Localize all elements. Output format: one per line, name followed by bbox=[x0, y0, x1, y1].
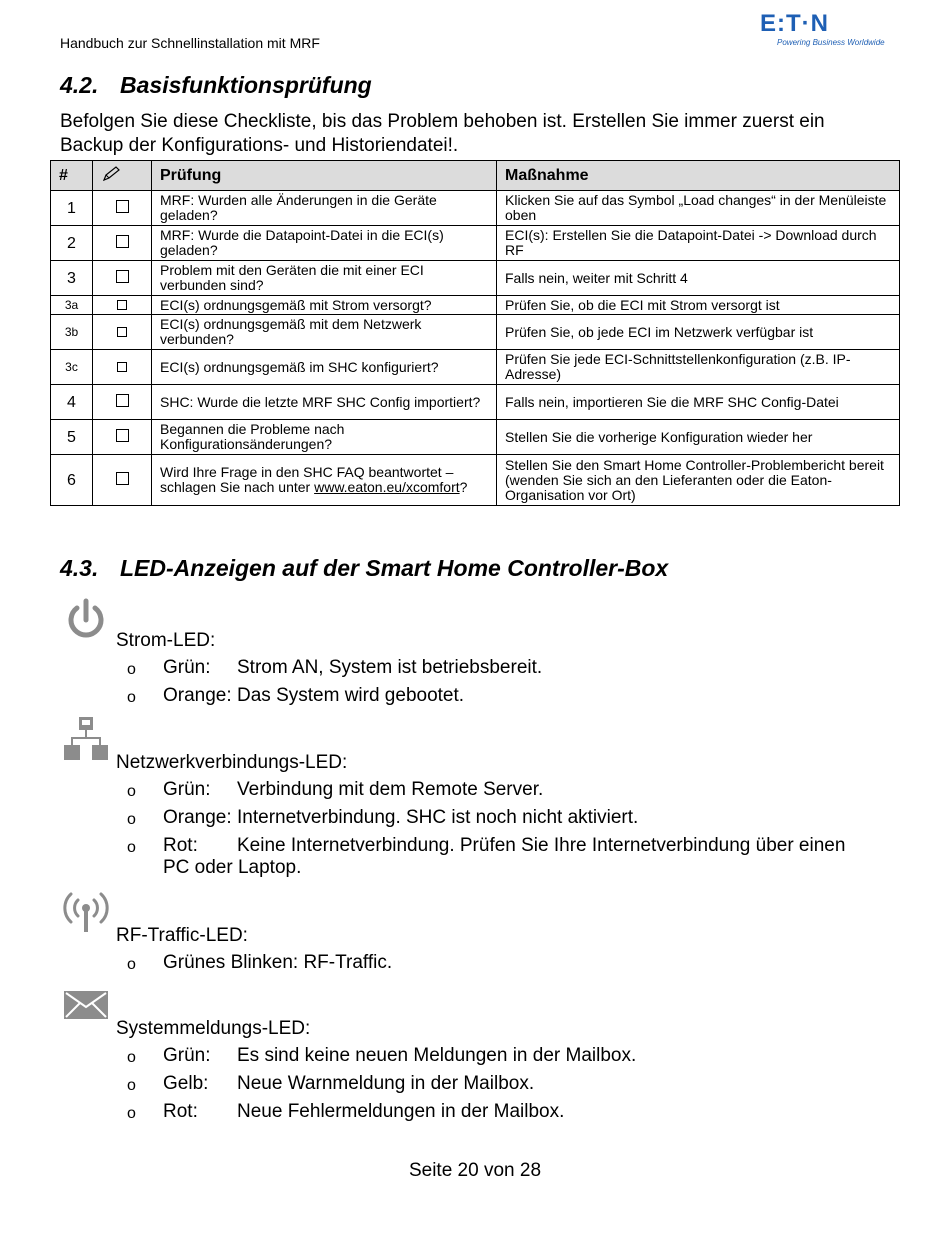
led-state-color: Grün: bbox=[163, 779, 211, 800]
bullet: o bbox=[127, 661, 136, 678]
rf-led-label: RF-Traffic-LED: bbox=[116, 925, 248, 946]
checkbox[interactable] bbox=[116, 472, 129, 485]
bullet: o bbox=[127, 811, 136, 828]
table-row bbox=[51, 226, 900, 261]
checkbox[interactable] bbox=[117, 327, 127, 337]
power-icon bbox=[64, 598, 108, 642]
row-number: 3c bbox=[65, 360, 78, 374]
section-title: LED-Anzeigen auf der Smart Home Controller-Box bbox=[120, 555, 669, 581]
bullet: o bbox=[127, 689, 136, 706]
row-number: 1 bbox=[67, 199, 76, 217]
led-state-color: Rot: bbox=[163, 1101, 198, 1122]
bullet: o bbox=[127, 1105, 136, 1122]
led-state-text: Es sind keine neuen Meldungen in der Mailbox. bbox=[237, 1045, 637, 1066]
section-4-2-heading bbox=[60, 72, 372, 99]
bullet: o bbox=[127, 1049, 136, 1066]
row-pruefung-text: Wird Ihre Frage in den SHC FAQ beantwortet – schlagen Sie nach unter bbox=[160, 464, 454, 495]
logo-wordmark: E:T·N bbox=[760, 10, 829, 37]
col-header-pruefung: Prüfung bbox=[152, 161, 497, 191]
table-row bbox=[51, 350, 900, 385]
row-number: 6 bbox=[67, 471, 76, 489]
system-led-label: Systemmeldungs-LED: bbox=[116, 1018, 311, 1039]
led-state-color: Orange: bbox=[163, 685, 232, 706]
logo-tagline: Powering Business Worldwide bbox=[777, 38, 885, 47]
col-header-massnahme: Maßnahme bbox=[497, 161, 900, 191]
led-state-text: Keine Internetverbindung. Prüfen Sie Ihre Internetverbindung über einen bbox=[237, 835, 846, 856]
row-pruefung: Problem mit den Geräten die mit einer ECI verbunden sind? bbox=[152, 261, 497, 296]
row-massnahme: Falls nein, importieren Sie die MRF SHC Config-Datei bbox=[497, 385, 900, 420]
checkbox[interactable] bbox=[116, 235, 129, 248]
section-4-3-heading bbox=[60, 555, 668, 582]
checklist-table bbox=[50, 160, 900, 506]
section-number: 4.3. bbox=[60, 555, 99, 581]
row-pruefung: MRF: Wurde die Datapoint-Datei in die ECI(s) geladen? bbox=[152, 226, 497, 261]
bullet: o bbox=[127, 783, 136, 800]
table-row bbox=[51, 191, 900, 226]
bullet: o bbox=[127, 956, 136, 973]
checkbox[interactable] bbox=[117, 362, 127, 372]
row-pruefung: ECI(s) ordnungsgemäß mit dem Netzwerk verbunden? bbox=[152, 315, 497, 350]
checkbox[interactable] bbox=[116, 429, 129, 442]
row-massnahme: Klicken Sie auf das Symbol „Load changes“ in der Menüleiste oben bbox=[497, 191, 900, 226]
bullet: o bbox=[127, 1077, 136, 1094]
row-pruefung bbox=[152, 455, 497, 506]
row-pruefung: Begannen die Probleme nach Konfigurationsänderungen? bbox=[152, 420, 497, 455]
led-state-color: Grün: bbox=[163, 1045, 211, 1066]
row-pruefung: MRF: Wurden alle Änderungen in die Geräte geladen? bbox=[152, 191, 497, 226]
checkbox[interactable] bbox=[116, 200, 129, 213]
antenna-icon bbox=[63, 890, 109, 934]
led-state-text: Grünes Blinken: RF-Traffic. bbox=[163, 952, 393, 973]
row-number: 2 bbox=[67, 234, 76, 252]
led-state-color: Orange: bbox=[163, 807, 232, 828]
led-state-text: Verbindung mit dem Remote Server. bbox=[237, 779, 544, 800]
section-title: Basisfunktionsprüfung bbox=[120, 72, 372, 98]
led-state-color: Gelb: bbox=[163, 1073, 209, 1094]
table-row bbox=[51, 261, 900, 296]
row-massnahme: ECI(s): Erstellen Sie die Datapoint-Datei -> Download durch RF bbox=[497, 226, 900, 261]
network-icon bbox=[63, 716, 109, 762]
checkbox[interactable] bbox=[117, 300, 127, 310]
row-massnahme: Prüfen Sie, ob die ECI mit Strom versorgt ist bbox=[497, 296, 900, 315]
col-header-check bbox=[93, 161, 152, 191]
row-massnahme: Prüfen Sie, ob jede ECI im Netzwerk verfügbar ist bbox=[497, 315, 900, 350]
table-row bbox=[51, 420, 900, 455]
row-massnahme: Prüfen Sie jede ECI-Schnittstellenkonfiguration (z.B. IP-Adresse) bbox=[497, 350, 900, 385]
section-number: 4.2. bbox=[60, 72, 99, 98]
row-pruefung: ECI(s) ordnungsgemäß mit Strom versorgt? bbox=[152, 296, 497, 315]
led-state-text: Neue Fehlermeldungen in der Mailbox. bbox=[237, 1101, 565, 1122]
table-row bbox=[51, 385, 900, 420]
pencil-icon bbox=[101, 166, 121, 182]
row-massnahme: Falls nein, weiter mit Schritt 4 bbox=[497, 261, 900, 296]
row-number: 3 bbox=[67, 269, 76, 287]
table-row bbox=[51, 296, 900, 315]
table-header-row bbox=[51, 161, 900, 191]
row-number: 4 bbox=[67, 393, 76, 411]
checkbox[interactable] bbox=[116, 270, 129, 283]
row-number: 3b bbox=[64, 325, 79, 339]
faq-link[interactable]: www.eaton.eu/xcomfort bbox=[314, 479, 460, 495]
row-number: 3a bbox=[64, 298, 79, 312]
led-state-text: Das System wird gebootet. bbox=[237, 685, 465, 706]
table-row bbox=[51, 455, 900, 506]
row-massnahme: Stellen Sie die vorherige Konfiguration wieder her bbox=[497, 420, 900, 455]
row-number: 5 bbox=[67, 428, 76, 446]
col-header-num: # bbox=[51, 161, 93, 191]
led-state-text: Internetverbindung. SHC ist noch nicht aktiviert. bbox=[237, 807, 639, 828]
led-state-text: Neue Warnmeldung in der Mailbox. bbox=[237, 1073, 535, 1094]
row-pruefung: SHC: Wurde die letzte MRF SHC Config importiert? bbox=[152, 385, 497, 420]
page-number: Seite 20 von 28 bbox=[408, 1160, 542, 1181]
row-pruefung-suffix: ? bbox=[459, 479, 468, 495]
table-row bbox=[51, 315, 900, 350]
section-intro: Befolgen Sie diese Checkliste, bis das Problem behoben ist. Erstellen Sie immer zuerst ein Backup der Konfigurations- und Historiendatei!. bbox=[60, 111, 825, 156]
led-state-text: Strom AN, System ist betriebsbereit. bbox=[237, 657, 543, 678]
power-led-label: Strom-LED: bbox=[116, 630, 216, 651]
bullet: o bbox=[127, 839, 136, 856]
checkbox[interactable] bbox=[116, 394, 129, 407]
eaton-logo bbox=[760, 10, 885, 50]
led-state-color: Rot: bbox=[163, 835, 198, 856]
led-state-color: Grün: bbox=[163, 657, 211, 678]
document-header-title: Handbuch zur Schnellinstallation mit MRF bbox=[60, 35, 320, 51]
row-massnahme: Stellen Sie den Smart Home Controller-Problembericht bereit (wenden Sie sich an den Lieferanten oder die Eaton-Organisation vor Ort) bbox=[497, 455, 900, 506]
network-led-label: Netzwerkverbindungs-LED: bbox=[116, 752, 348, 773]
led-state-text-continued: PC oder Laptop. bbox=[163, 857, 302, 878]
row-pruefung: ECI(s) ordnungsgemäß im SHC konfiguriert? bbox=[152, 350, 497, 385]
envelope-icon bbox=[63, 990, 109, 1020]
